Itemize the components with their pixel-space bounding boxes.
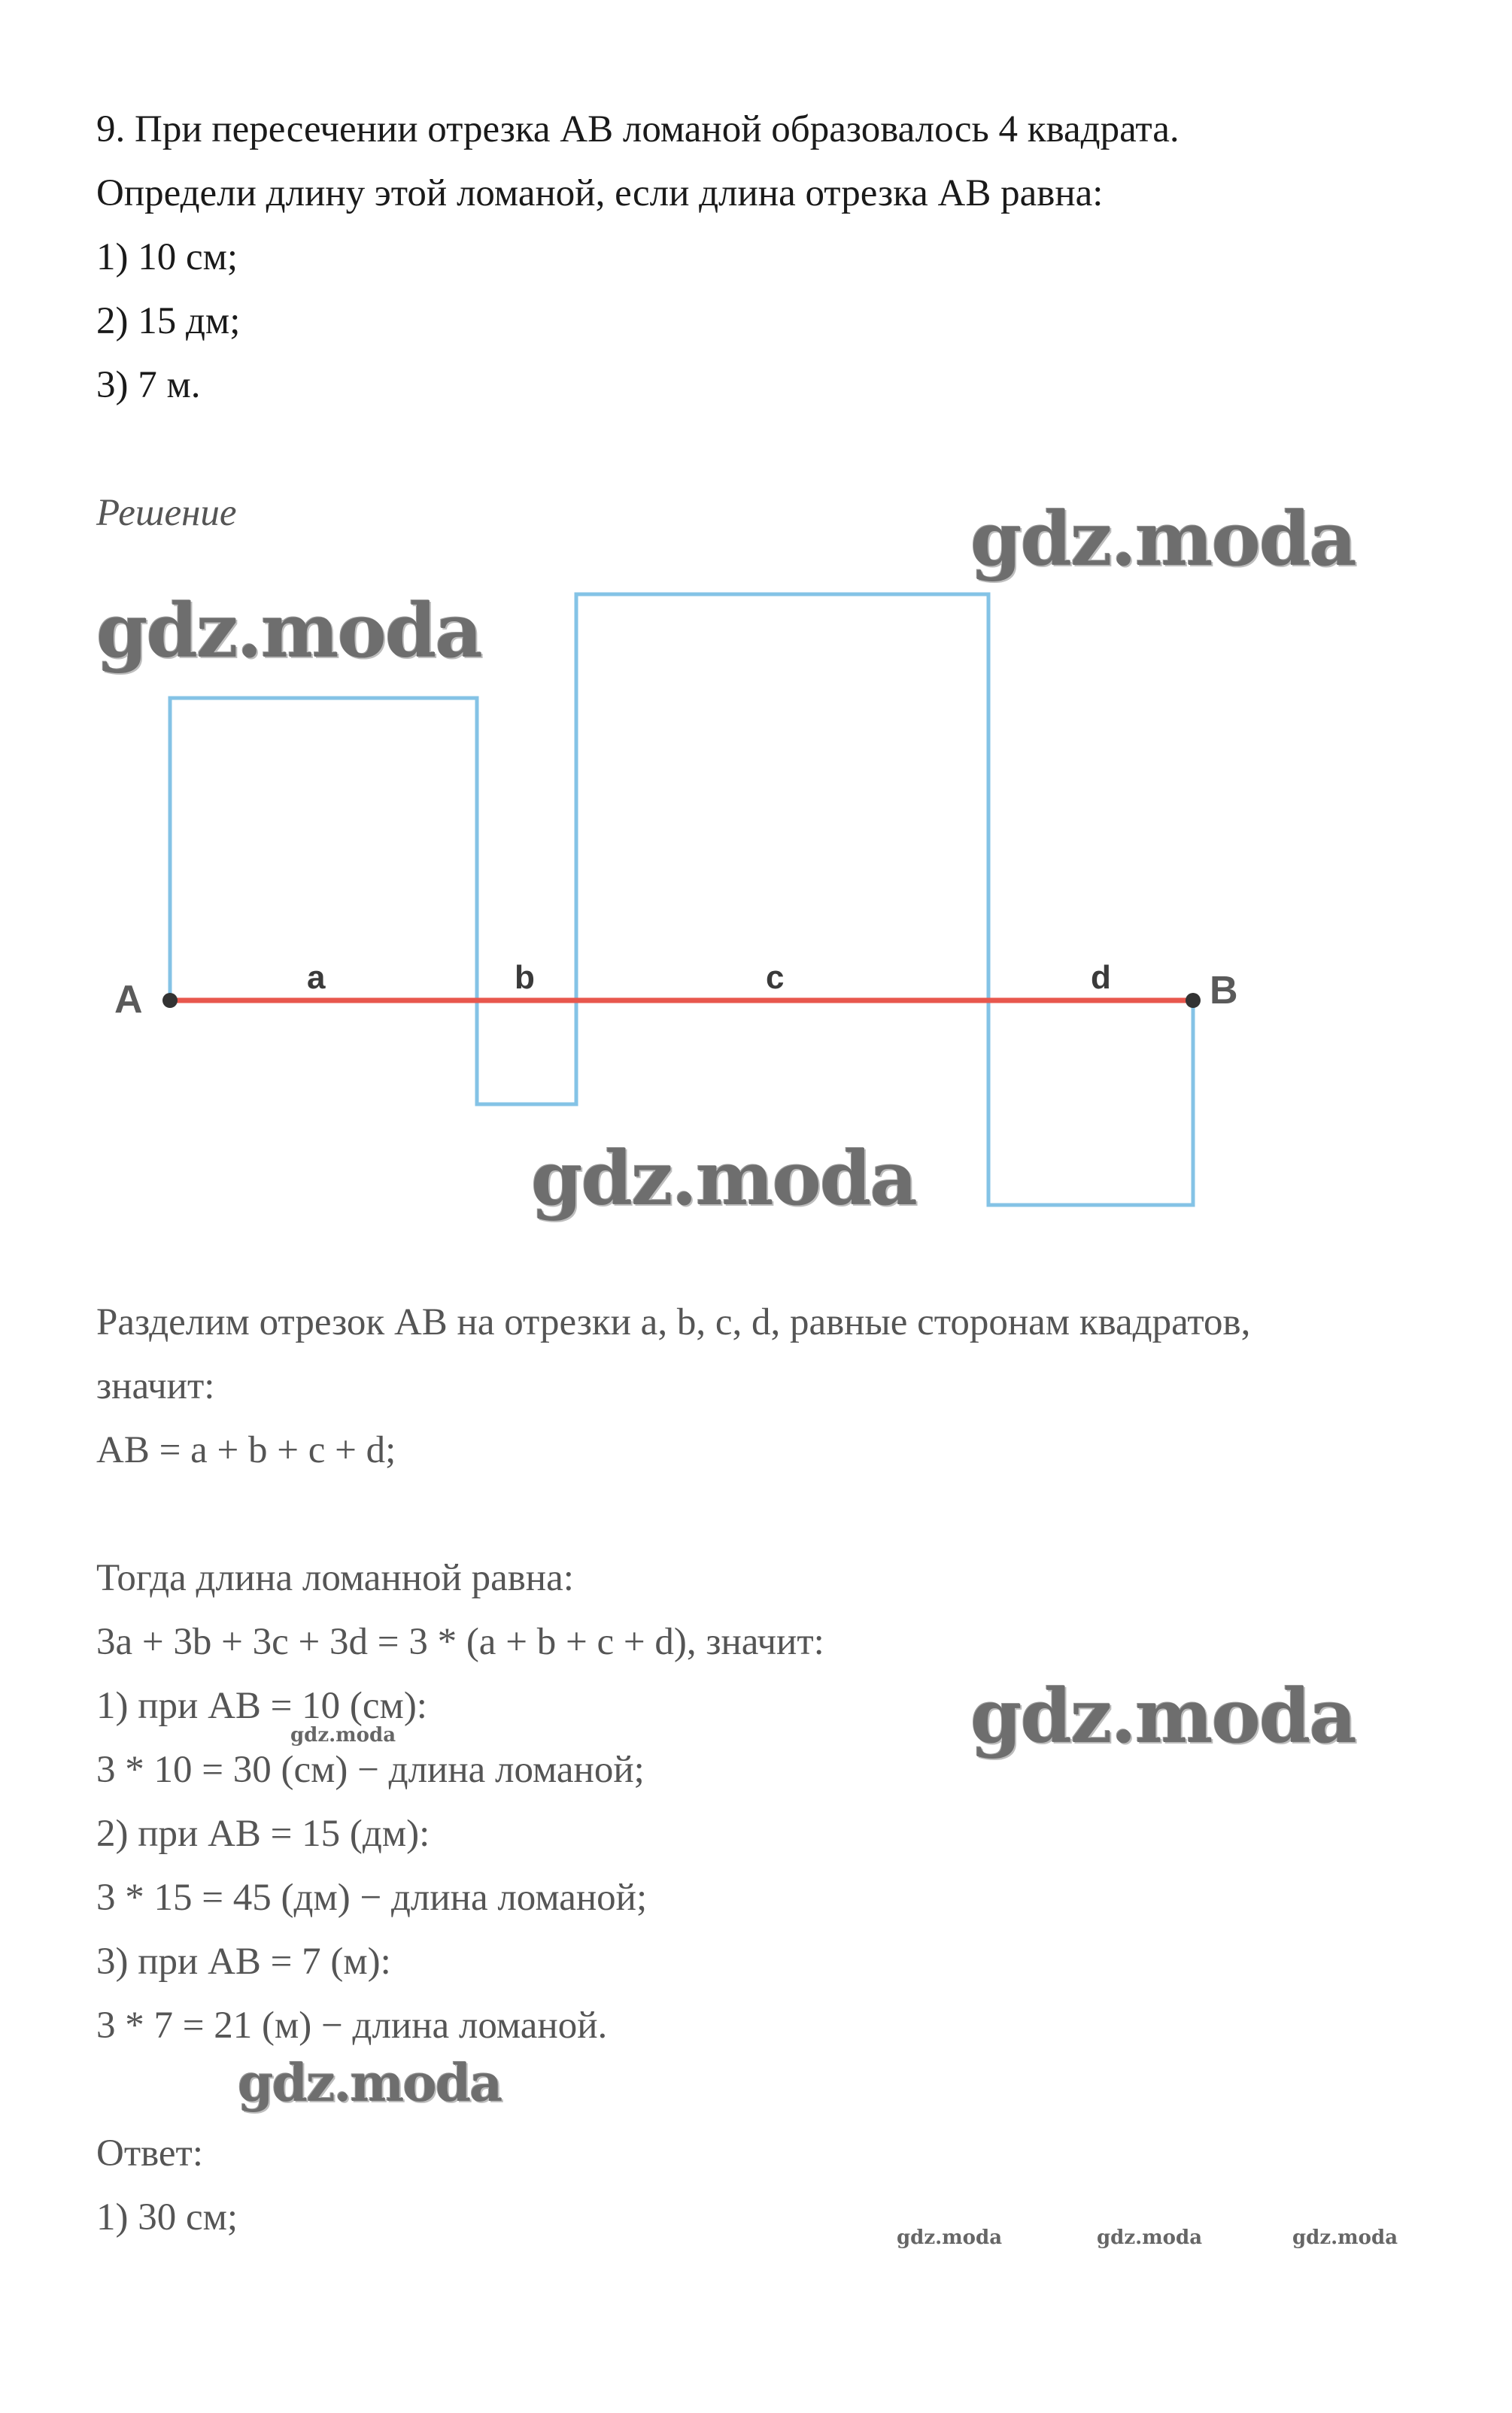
problem-title: 9. При пересечении отрезка АВ ломаной образовалось 4 квадрата. (96, 108, 1180, 150)
segment-label-b: b (515, 959, 535, 996)
explanation-line-3: AB = a + b + c + d; (96, 1429, 396, 1471)
step-line-8: 3 * 7 = 21 (м) − длина ломаной. (96, 2005, 608, 2047)
watermark: gdz.moda (238, 2053, 502, 2114)
step-line-5: 2) при AB = 15 (дм): (96, 1813, 430, 1855)
watermark: gdz.moda (1292, 2226, 1398, 2249)
problem-question: Определи длину этой ломаной, если длина отрезка АВ равна: (96, 172, 1104, 214)
watermark: gdz.moda (970, 496, 1356, 583)
answer-item-1: 1) 30 см; (96, 2196, 238, 2238)
segment-label-c: c (766, 959, 785, 996)
step-line-7: 3) при AB = 7 (м): (96, 1941, 391, 1983)
problem-item-1: 1) 10 см; (96, 236, 238, 278)
step-line-3: 1) при AB = 10 (см): (96, 1685, 427, 1727)
point-b-label: B (1210, 969, 1238, 1012)
point-b-dot (1186, 993, 1201, 1008)
watermark: gdz.moda (531, 1136, 916, 1222)
watermark: gdz.moda (970, 1674, 1356, 1760)
step-line-1: Тогда длина ломанной равна: (96, 1557, 574, 1599)
problem-item-3: 3) 7 м. (96, 364, 201, 406)
watermark: gdz.moda (1097, 2226, 1203, 2249)
polyline (170, 594, 1193, 1205)
point-a-label: A (114, 978, 143, 1021)
watermark: gdz.moda (290, 1724, 396, 1747)
problem-item-2: 2) 15 дм; (96, 300, 241, 342)
watermark: gdz.moda (897, 2226, 1003, 2249)
segment-label-d: d (1091, 959, 1111, 996)
answer-label: Ответ: (96, 2132, 203, 2175)
solution-heading: Решение (96, 492, 237, 534)
step-line-2: 3a + 3b + 3c + 3d = 3 * (a + b + c + d), значит: (96, 1621, 824, 1663)
explanation-line-1: Разделим отрезок АВ на отрезки a, b, c, d, равные сторонам квадратов, (96, 1301, 1251, 1343)
step-line-4: 3 * 10 = 30 (см) − длина ломаной; (96, 1749, 645, 1791)
explanation-line-2: значит: (96, 1365, 215, 1407)
step-line-6: 3 * 15 = 45 (дм) − длина ломаной; (96, 1877, 648, 1919)
segment-label-a: a (307, 959, 326, 996)
watermark: gdz.moda (96, 588, 481, 675)
point-a-dot (162, 993, 178, 1008)
